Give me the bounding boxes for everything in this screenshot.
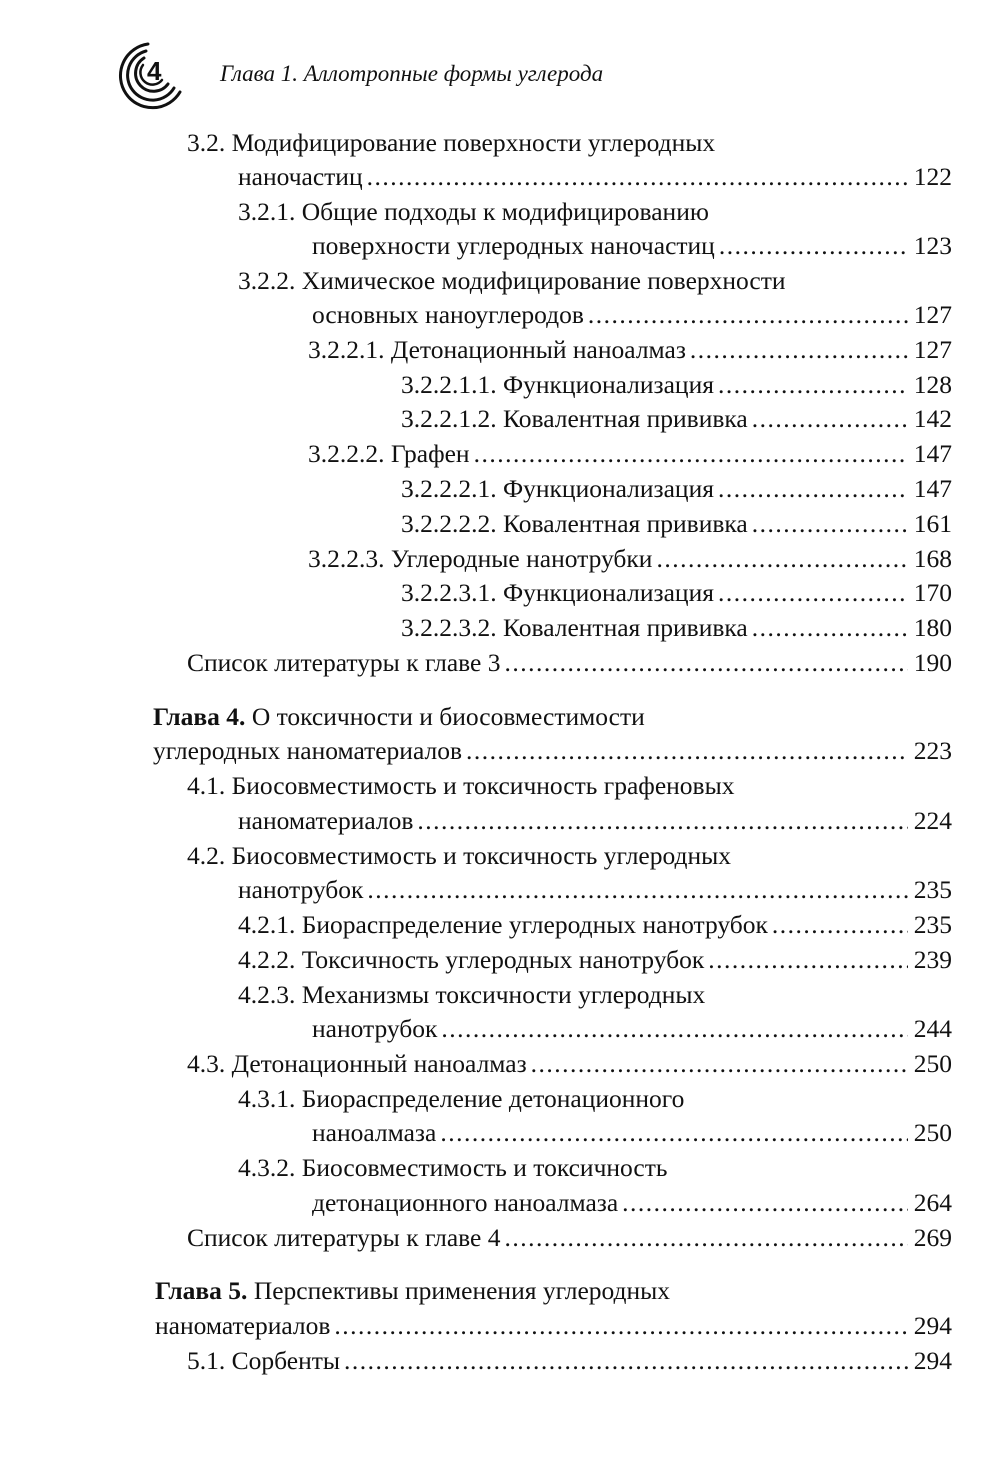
toc-entry: основных наноуглеродов ..... 127 — [312, 297, 952, 333]
toc-entry: 3.2.2.2.1. Функционализация ..... 147 — [401, 471, 952, 507]
toc-line: 3.2.1. Общие подходы к модифицированию — [238, 197, 709, 226]
toc-page-number: 147 — [913, 439, 952, 468]
toc-entry: 3.2.2.3.1. Функционализация ..... 170 — [401, 575, 952, 611]
toc-page-number: 123 — [913, 231, 952, 260]
chapter-heading: Глава 5. Перспективы применения углеродных — [155, 1276, 671, 1305]
toc-line: 4.2. Биосовместимость и токсичность углеродных — [187, 841, 732, 870]
toc-entry: 3.2.2.2.2. Ковалентная прививка ..... 161 — [401, 506, 952, 542]
leader-dots — [531, 1046, 908, 1082]
toc-line: 4.3.1. Биораспределение детонационного — [238, 1084, 685, 1113]
toc-entry: 4.2.1. Биораспределение углеродных нанотрубок ..... 235 — [238, 907, 952, 943]
leader-dots — [367, 872, 907, 908]
toc-page-number: 244 — [913, 1014, 952, 1043]
leader-dots — [772, 907, 908, 943]
toc-entry: 3.2.2.3.2. Ковалентная прививка ..... 180 — [401, 610, 952, 646]
toc-page-number: 235 — [913, 910, 952, 939]
toc-page-number: 161 — [913, 509, 952, 538]
toc-entry: наноалмаза ..... 250 — [312, 1115, 952, 1151]
toc-entry: 3.2.2.2. Графен ..... 147 — [308, 436, 952, 472]
leader-dots — [718, 575, 908, 611]
leader-dots — [752, 401, 908, 437]
toc-entry: Список литературы к главе 4 ..... 269 — [187, 1220, 952, 1256]
leader-dots — [690, 332, 908, 368]
leader-dots — [441, 1011, 907, 1047]
toc-entry: наночастиц ..... 122 — [238, 159, 952, 195]
toc-page-number: 223 — [913, 736, 952, 765]
toc-page-number: 168 — [913, 544, 952, 573]
leader-dots — [505, 1220, 908, 1256]
toc-line: 3.2. Модифицирование поверхности углеродных — [187, 128, 716, 157]
toc-page-number: 180 — [913, 613, 952, 642]
leader-dots — [505, 645, 908, 681]
toc-entry: нанотрубок ..... 235 — [238, 872, 952, 908]
leader-dots — [752, 506, 908, 542]
toc-page-number: 190 — [913, 648, 952, 677]
toc-page-number: 239 — [913, 945, 952, 974]
toc-entry: 3.2.2.1.2. Ковалентная прививка ..... 142 — [401, 401, 952, 437]
toc-entry: поверхности углеродных наночастиц ..... 123 — [312, 228, 952, 264]
chapter-label: Глава 5. — [155, 1276, 248, 1305]
toc-line: 3.2.2. Химическое модифицирование поверхности — [238, 266, 786, 295]
toc-line: 4.3.2. Биосовместимость и токсичность — [238, 1153, 668, 1182]
toc-entry: 5.1. Сорбенты ..... 294 — [187, 1343, 952, 1379]
leader-dots — [708, 942, 908, 978]
toc-page-number: 294 — [913, 1346, 952, 1375]
toc-entry: Список литературы к главе 3 ..... 190 — [187, 645, 952, 681]
leader-dots — [719, 228, 908, 264]
toc-page-number: 224 — [913, 806, 952, 835]
leader-dots — [440, 1115, 907, 1151]
toc-entry: 3.2.2.3. Углеродные нанотрубки ..... 168 — [308, 541, 952, 577]
leader-dots — [752, 610, 908, 646]
toc-entry: углеродных наноматериалов ..... 223 — [153, 733, 952, 769]
toc-entry: 3.2.2.1. Детонационный наноалмаз ..... 127 — [308, 332, 952, 368]
toc-page-number: 122 — [913, 162, 952, 191]
leader-dots — [622, 1185, 908, 1221]
toc-line: 4.1. Биосовместимость и токсичность графеновых — [187, 771, 735, 800]
toc-page-number: 170 — [913, 578, 952, 607]
toc-page-number: 127 — [913, 335, 952, 364]
leader-dots — [474, 436, 908, 472]
leader-dots — [466, 733, 908, 769]
leader-dots — [417, 803, 907, 839]
leader-dots — [588, 297, 908, 333]
toc-entry: детонационного наноалмаза ..... 264 — [312, 1185, 952, 1221]
leader-dots — [656, 541, 907, 577]
chapter-label: Глава 4. — [153, 702, 246, 731]
toc-page-number: 235 — [913, 875, 952, 904]
toc-entry: наноматериалов ..... 224 — [238, 803, 952, 839]
toc-entry: 4.3. Детонационный наноалмаз ..... 250 — [187, 1046, 952, 1082]
toc-page-number: 294 — [913, 1311, 952, 1340]
toc-entry: наноматериалов ..... 294 — [155, 1308, 952, 1344]
toc-line: 4.2.3. Механизмы токсичности углеродных — [238, 980, 706, 1009]
chapter-heading: Глава 4. О токсичности и биосовместимости — [153, 702, 645, 731]
leader-dots — [344, 1343, 908, 1379]
toc-entry: нанотрубок ..... 244 — [312, 1011, 952, 1047]
toc-page-number: 147 — [913, 474, 952, 503]
page-number: 4 — [147, 56, 162, 86]
toc-page-number: 264 — [913, 1188, 952, 1217]
running-head: Глава 1. Аллотропные формы углерода — [220, 61, 604, 86]
page-header — [110, 36, 970, 116]
toc-page-number: 127 — [913, 300, 952, 329]
leader-dots — [718, 471, 908, 507]
toc-page-number: 250 — [913, 1118, 952, 1147]
toc-page-number: 128 — [913, 370, 952, 399]
leader-dots — [367, 159, 908, 195]
leader-dots — [334, 1308, 907, 1344]
toc-entry: 3.2.2.1.1. Функционализация ..... 128 — [401, 367, 952, 403]
leader-dots — [718, 367, 908, 403]
toc-page-number: 269 — [913, 1223, 952, 1252]
toc-page-number: 142 — [913, 404, 952, 433]
toc-page-number: 250 — [913, 1049, 952, 1078]
toc-entry: 4.2.2. Токсичность углеродных нанотрубок ..... 239 — [238, 942, 952, 978]
